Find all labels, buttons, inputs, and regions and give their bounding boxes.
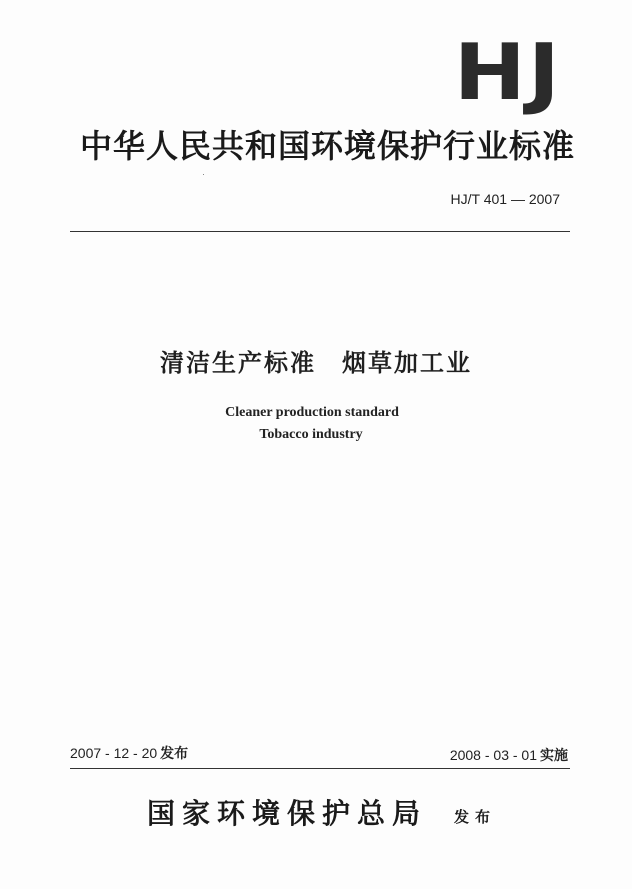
implementation-date-label: 实施	[540, 748, 568, 764]
standard-number: HJ/T 401 — 2007	[450, 191, 560, 207]
chinese-title-part2: 烟草加工业	[342, 349, 472, 377]
chinese-title-part1: 清洁生产标准	[160, 349, 316, 377]
chinese-title	[0, 346, 632, 380]
scan-speck	[203, 174, 204, 175]
issue-date-value: 2007 - 12 - 20	[70, 745, 158, 761]
implementation-date	[450, 746, 568, 765]
implementation-date-value: 2008 - 03 - 01	[449, 747, 537, 763]
english-title-line2: Tobacco industry	[259, 427, 363, 442]
org-title: 中华人民共和国环境保护行业标准	[80, 127, 576, 165]
hj-logo: HJ	[453, 27, 562, 118]
publish-action: 发布	[454, 808, 497, 826]
top-divider	[70, 231, 570, 232]
publisher-name: 国家环境保护总局	[147, 797, 428, 830]
bottom-divider	[70, 768, 570, 769]
issue-date-label: 发布	[160, 746, 189, 762]
issue-date	[70, 744, 188, 763]
english-title-line1: Cleaner production standard	[225, 405, 399, 420]
